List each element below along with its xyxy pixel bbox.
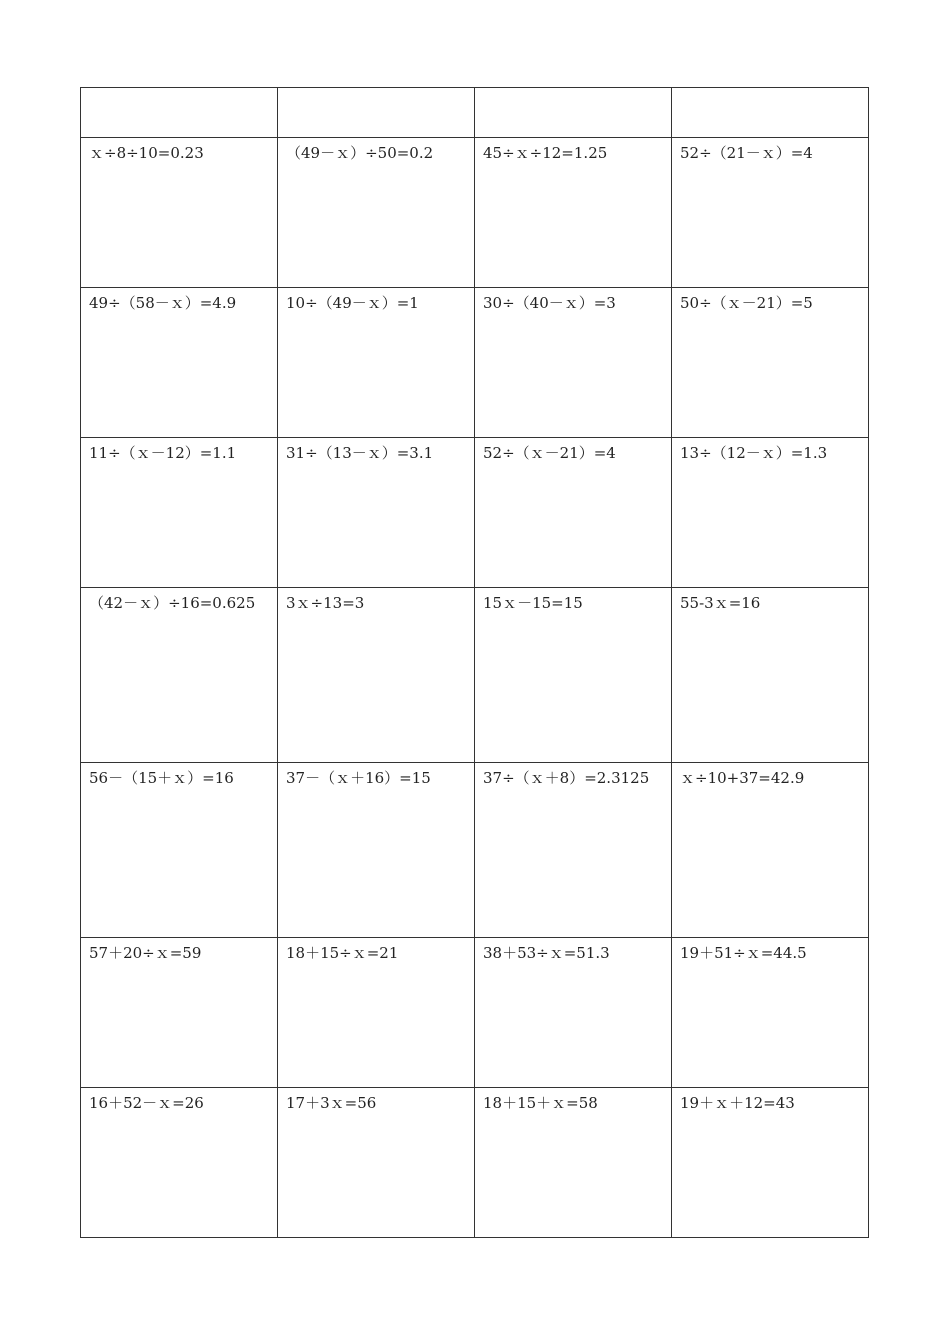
equation-cell: 10÷（49－ｘ）=1 — [278, 288, 475, 438]
equation-cell: 37－（ｘ＋16）=15 — [278, 763, 475, 938]
equation-cell: 15ｘ－15=15 — [475, 588, 672, 763]
equation-row — [81, 288, 869, 438]
header-cell — [475, 88, 672, 138]
equation-row — [81, 138, 869, 288]
equation-row — [81, 938, 869, 1088]
equation-cell: （49－ｘ）÷50=0.2 — [278, 138, 475, 288]
equation-cell: 37÷（ｘ＋8）=2.3125 — [475, 763, 672, 938]
equation-row — [81, 438, 869, 588]
equation-cell: 52÷（21－ｘ）=4 — [672, 138, 869, 288]
equation-cell: 19＋51÷ｘ=44.5 — [672, 938, 869, 1088]
equation-cell: （42－ｘ）÷16=0.625 — [81, 588, 278, 763]
equation-row — [81, 763, 869, 938]
equation-worksheet-table — [80, 87, 869, 1238]
equation-cell: 38＋53÷ｘ=51.3 — [475, 938, 672, 1088]
equation-row — [81, 588, 869, 763]
equation-cell: 49÷（58－ｘ）=4.9 — [81, 288, 278, 438]
equation-cell: 18＋15＋ｘ=58 — [475, 1088, 672, 1238]
equation-cell: 13÷（12－ｘ）=1.3 — [672, 438, 869, 588]
equation-cell: ｘ÷8÷10=0.23 — [81, 138, 278, 288]
equation-cell: 18＋15÷ｘ=21 — [278, 938, 475, 1088]
equation-cell: 52÷（ｘ－21）=4 — [475, 438, 672, 588]
equation-cell: 11÷（ｘ－12）=1.1 — [81, 438, 278, 588]
equation-cell: 30÷（40－ｘ）=3 — [475, 288, 672, 438]
header-row — [81, 88, 869, 138]
equation-cell: 19＋ｘ＋12=43 — [672, 1088, 869, 1238]
equation-cell: 56－（15＋ｘ）=16 — [81, 763, 278, 938]
equation-cell: 45÷ｘ÷12=1.25 — [475, 138, 672, 288]
equation-row — [81, 1088, 869, 1238]
header-cell — [672, 88, 869, 138]
header-cell — [81, 88, 278, 138]
header-cell — [278, 88, 475, 138]
equation-cell: 3ｘ÷13=3 — [278, 588, 475, 763]
equation-cell: 57＋20÷ｘ=59 — [81, 938, 278, 1088]
equation-cell: 55-3ｘ=16 — [672, 588, 869, 763]
equation-cell: ｘ÷10+37=42.9 — [672, 763, 869, 938]
equation-cell: 16＋52－ｘ=26 — [81, 1088, 278, 1238]
equation-cell: 50÷（ｘ－21）=5 — [672, 288, 869, 438]
equation-cell: 31÷（13－ｘ）=3.1 — [278, 438, 475, 588]
equation-cell: 17＋3ｘ=56 — [278, 1088, 475, 1238]
